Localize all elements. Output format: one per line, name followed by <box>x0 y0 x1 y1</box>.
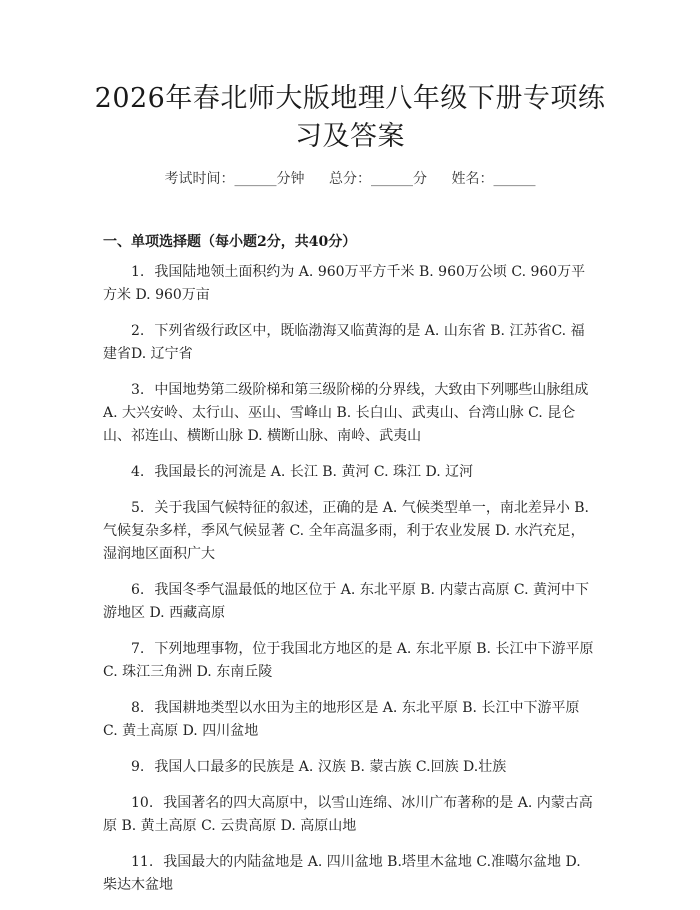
question-number: 10. <box>131 795 154 811</box>
question-text: 我国最大的内陆盆地是 A. 四川盆地 B.塔里木盆地 C.准噶尔盆地 D. 柴达木盆地 <box>103 854 581 893</box>
question-number: 1. <box>131 264 145 280</box>
question-text: 我国冬季气温最低的地区位于 A. 东北平原 B. 内蒙古高原 C. 黄河中下游地区 D. 西藏高原 <box>103 582 590 621</box>
question-item <box>103 261 598 307</box>
question-text: 我国耕地类型以水田为主的地形区是 A. 东北平原 B. 长江中下游平原 C. 黄土高原 D. 四川盆地 <box>103 700 580 739</box>
exam-info <box>0 168 700 188</box>
question-text: 关于我国气候特征的叙述，正确的是 A. 气候类型单一，南北差异小 B. 气候复杂多样，季风气候显著 C. 全年高温多雨，利于农业发展 D. 水汽充足，湿润地区面积广大 <box>103 500 590 562</box>
question-list <box>103 261 598 910</box>
question-item <box>103 756 598 779</box>
question-number: 4. <box>131 464 145 480</box>
question-item <box>103 638 598 684</box>
question-text: 我国陆地领土面积约为 A. 960万平方千米 B. 960万公顷 C. 960万平方米 D. 960万亩 <box>103 264 586 303</box>
question-item <box>103 792 598 838</box>
question-number: 7. <box>131 641 145 657</box>
question-item <box>103 320 598 366</box>
exam-time: 考试时间：______分钟 <box>164 171 305 187</box>
question-item <box>103 697 598 743</box>
question-number: 11. <box>131 854 154 870</box>
total-score: 总分：______分 <box>329 171 427 187</box>
question-item <box>103 579 598 625</box>
question-text: 我国人口最多的民族是 A. 汉族 B. 蒙古族 C.回族 D.壮族 <box>154 759 507 775</box>
question-number: 5. <box>131 500 145 516</box>
question-item <box>103 497 598 566</box>
question-text: 我国著名的四大高原中，以雪山连绵、冰川广布著称的是 A. 内蒙古高原 B. 黄土高原 C. 云贵高原 D. 高原山地 <box>103 795 593 834</box>
student-name: 姓名：______ <box>451 171 536 187</box>
question-number: 6. <box>131 582 145 598</box>
question-text: 中国地势第二级阶梯和第三级阶梯的分界线，大致由下列哪些山脉组成 A. 大兴安岭、太行山、巫山、雪峰山 B. 长白山、武夷山、台湾山脉 C. 昆仑山、祁连山、横断山脉 D. 横断山脉、南岭、武夷山 <box>103 382 589 444</box>
document-title: 2026年春北师大版地理八年级下册专项练习及答案 <box>94 83 606 152</box>
question-number: 2. <box>131 323 145 339</box>
question-number: 3. <box>131 382 145 398</box>
question-text: 我国最长的河流是 A. 长江 B. 黄河 C. 珠江 D. 辽河 <box>154 464 474 480</box>
question-item <box>103 461 598 484</box>
question-text: 下列省级行政区中，既临渤海又临黄海的是 A. 山东省 B. 江苏省C. 福建省D. 辽宁省 <box>103 323 585 362</box>
question-number: 8. <box>131 700 145 716</box>
question-item <box>103 851 598 897</box>
question-number: 9. <box>131 759 145 775</box>
section-heading: 一、单项选择题（每小题2分，共40分） <box>103 234 357 250</box>
question-item <box>103 379 598 448</box>
question-text: 下列地理事物，位于我国北方地区的是 A. 东北平原 B. 长江中下游平原 C. 珠江三角洲 D. 东南丘陵 <box>103 641 594 680</box>
